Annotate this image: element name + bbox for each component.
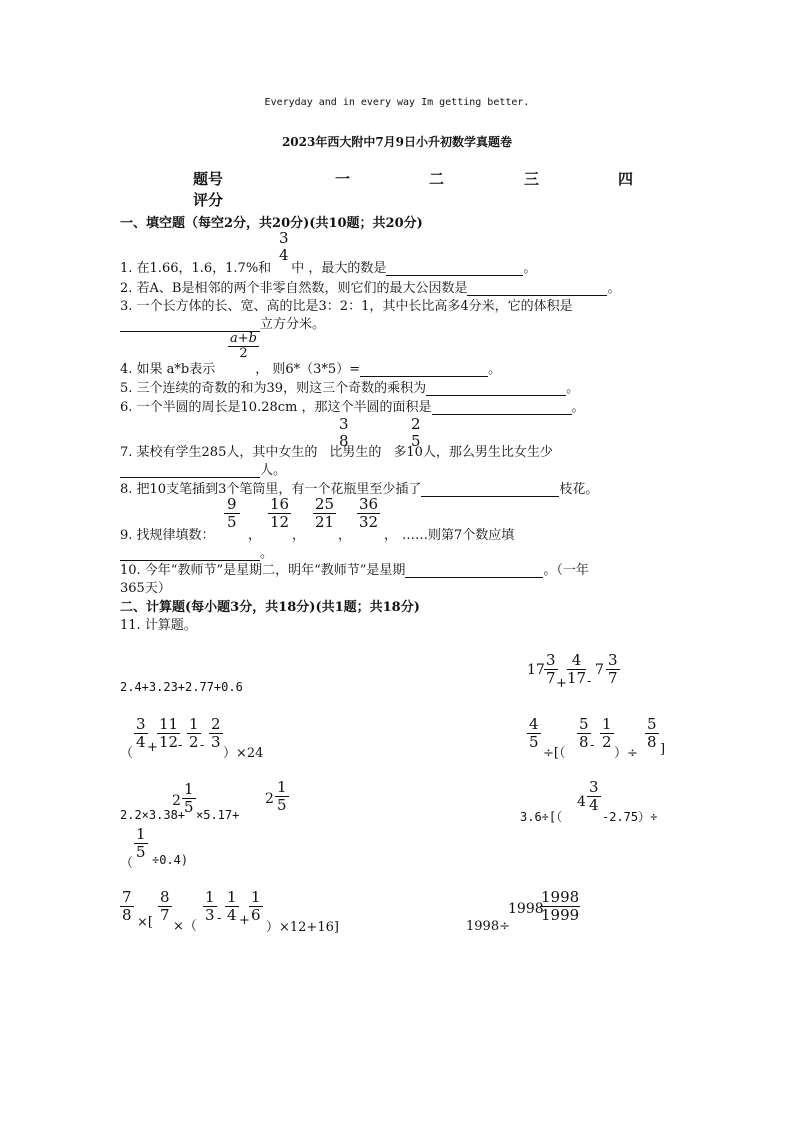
score-table-row-label: 题号: [193, 170, 224, 188]
q10-answer-blank[interactable]: [405, 563, 543, 578]
p7-frac5-num: 1: [251, 888, 261, 906]
p3-frac1-den: 4: [136, 732, 146, 751]
q9-tail: 。: [260, 546, 274, 561]
p7-frac2-num: 8: [160, 888, 170, 906]
p7-t2: ×（: [173, 919, 197, 934]
q5-answer-blank[interactable]: [426, 381, 566, 396]
p8-frac-den: 1999: [541, 905, 580, 924]
p4-frac3: [600, 716, 614, 750]
motto: Everyday and in every way Im getting better.: [264, 97, 530, 108]
p4-t2: ）÷: [614, 746, 638, 761]
q9-fraction-3: [313, 496, 336, 530]
p3-op2: -: [178, 738, 183, 753]
q10-end: 。（一年: [543, 563, 589, 578]
p7-frac1-den: 8: [122, 905, 132, 924]
p5-t1: 2.2×3.38+: [120, 808, 186, 822]
p4-frac4: [645, 716, 659, 750]
q9-fraction-1: [224, 496, 240, 530]
q9-frac3-den: 21: [315, 512, 335, 531]
q2-end: 。: [607, 281, 621, 296]
q7-text-a: 7. 某校有学生285人，其中女生的: [120, 445, 318, 460]
q9-frac4-den: 32: [359, 512, 379, 531]
p4-t1: ÷[（: [543, 746, 566, 761]
p7-op2: +: [239, 913, 250, 928]
p7-frac3-num: 1: [205, 888, 215, 906]
p7-frac5-den: 6: [251, 905, 261, 924]
p7-frac4-num: 1: [227, 888, 237, 906]
p4-frac1-den: 5: [529, 732, 539, 751]
score-table-score-label: 评分: [193, 191, 224, 209]
q1-frac-num: 3: [279, 229, 289, 247]
q4-answer-blank[interactable]: [360, 362, 488, 377]
p8-frac: [540, 889, 580, 923]
q5-text: 5. 三个连续的奇数的和为39，则这三个奇数的乘积为: [120, 381, 427, 396]
p6-frac-num: 3: [589, 778, 599, 796]
q5: [120, 377, 579, 396]
p5-frac3: [134, 826, 148, 860]
q10-text: 10. 今年“教师节”是星期二，明年“教师节”是星期: [120, 563, 406, 578]
q1-frac-den: 4: [279, 245, 289, 264]
q7-frac2-num: 2: [411, 415, 421, 433]
p5-frac2-den: 5: [277, 795, 287, 814]
p3-op1: +: [147, 740, 158, 755]
q1-end: 。: [523, 261, 537, 276]
p3-op3: -: [200, 738, 205, 753]
score-table-col-4: 四: [618, 170, 634, 188]
p4-frac1: [527, 716, 541, 750]
q4: [120, 358, 501, 377]
q9-text-a: 9. 找规律填数：: [120, 528, 215, 543]
p7-t3: ）×12+16]: [266, 920, 339, 935]
p2-frac3-num: 3: [608, 651, 618, 669]
p6-frac: [587, 779, 601, 813]
q7-tail: 人。: [260, 463, 287, 478]
q7-frac1-den: 8: [339, 431, 349, 450]
q8-text: 8. 把10支笔插到3个笔筒里，有一个花瓶里至少插了: [120, 482, 422, 497]
p4-frac3-den: 2: [602, 732, 612, 751]
p7-frac4: [225, 889, 239, 923]
p2-frac3: [606, 652, 620, 686]
p4-frac1-num: 4: [529, 715, 539, 733]
q10-line2: 365天）: [120, 581, 171, 596]
q8-answer-blank[interactable]: [421, 482, 559, 497]
q1-text-a: 1. 在1.66，1.6，1.7%和: [120, 261, 272, 276]
score-table-col-3: 三: [524, 170, 540, 188]
q2-answer-blank[interactable]: [467, 281, 607, 296]
p3-frac3: [187, 716, 201, 750]
p2-frac3-den: 7: [608, 668, 618, 687]
p6-whole: 4: [577, 794, 586, 810]
q9-fraction-2: [268, 496, 291, 530]
q9-fraction-4: [357, 496, 380, 530]
p7-op1: -: [217, 911, 222, 926]
q6-text: 6. 一个半圆的周长是10.28cm ，那这个半圆的面积是: [120, 400, 432, 415]
p3-frac4: [209, 716, 223, 750]
p2-whole1: 17: [527, 662, 545, 678]
score-table-col-1: 一: [335, 170, 351, 188]
q9-frac1-den: 5: [227, 512, 237, 531]
q7-line2: [120, 459, 286, 478]
p6-frac-den: 4: [589, 795, 599, 814]
q7: [120, 441, 553, 460]
q1-answer-blank[interactable]: [386, 261, 523, 276]
q3-line2: [120, 313, 325, 332]
q6: [120, 396, 585, 415]
q9-sep-2: ，: [292, 528, 306, 543]
p2-frac2-num: 4: [567, 652, 586, 670]
p4-frac3-num: 1: [602, 715, 612, 733]
p7-frac1: [120, 889, 134, 923]
p2-frac1-num: 3: [546, 651, 556, 669]
p4-frac2-num: 5: [579, 715, 589, 733]
q2: [120, 277, 621, 296]
p7-frac5: [249, 889, 263, 923]
q1: [120, 257, 536, 276]
p4-t3: ]: [660, 742, 666, 757]
p3-frac2-den: 12: [159, 732, 179, 751]
p2-op1: +: [556, 676, 567, 691]
section2-heading: 二、计算题(每小题3分，共18分)(共1题；共18分): [120, 600, 420, 615]
q4-text-b: ， 则6*（3*5）=: [255, 362, 361, 377]
section1-heading: 一、填空题（每空2分，共20分)(共10题；共20分): [120, 216, 423, 231]
q7-frac1-num: 3: [339, 415, 349, 433]
p8-t1: 1998÷: [466, 919, 510, 934]
p5-frac2-num: 1: [277, 778, 287, 796]
q9-frac4-num: 36: [359, 495, 379, 513]
q9-sep-4: ，: [384, 528, 398, 543]
q9-sep-1: ，: [248, 528, 262, 543]
p2-frac1-den: 7: [546, 668, 556, 687]
q9-frac1-num: 9: [224, 496, 240, 514]
p4-frac4-den: 8: [647, 732, 657, 751]
p4-frac2-den: 8: [579, 732, 589, 751]
q7-text-c: 多10人，那么男生比女生少: [393, 445, 553, 460]
p8-whole: 1998: [508, 901, 544, 917]
p8-frac-num: 1998: [541, 888, 580, 906]
p4-frac4-num: 5: [647, 715, 657, 733]
exam-title: 2023年西大附中7月9日小升初数学真题卷: [281, 135, 513, 149]
p5-frac1-den: 5: [184, 797, 194, 816]
p3-open: （: [120, 746, 134, 761]
p7-frac3: [203, 889, 217, 923]
q9-frac3-num: 25: [315, 495, 335, 513]
p2-frac2: [567, 652, 586, 686]
q9-text-b: ……则第7个数应填: [402, 528, 515, 543]
calc-problem-1: 2.4+3.23+2.77+0.6: [120, 680, 243, 694]
p2-op2: -: [587, 674, 592, 689]
p5-frac3-num: 1: [136, 825, 146, 843]
p6-t2: -2.75）÷: [602, 810, 658, 824]
q4-frac-den: 2: [239, 346, 248, 362]
q3-answer-blank[interactable]: [120, 317, 260, 332]
q4-frac-num: a+b: [230, 331, 257, 346]
q9-frac2-den: 12: [270, 512, 290, 531]
q8-end: 枝花。: [559, 482, 599, 497]
p6-t1: 3.6÷[（: [520, 810, 563, 824]
q10: [120, 559, 589, 578]
p5-frac3-den: 5: [136, 842, 146, 861]
q4-end: 。: [488, 362, 502, 377]
q6-end: 。: [571, 400, 585, 415]
p3-frac1: [134, 716, 148, 750]
p2-whole2: 7: [595, 662, 604, 678]
p5-frac2: [275, 779, 289, 813]
p2-frac2-den: 17: [567, 668, 587, 687]
q3: 3. 一个长方体的长、宽、高的比是3：2：1，其中长比高多4分米，它的体积是: [120, 299, 573, 314]
q7-text-b: 比男生的: [329, 445, 382, 460]
p7-frac3-den: 3: [205, 905, 215, 924]
p7-t1: ×[: [137, 915, 153, 930]
p3-frac2-num: 11: [159, 715, 179, 733]
q9-frac2-num: 16: [270, 495, 290, 513]
p3-frac4-num: 2: [211, 715, 221, 733]
p3-frac2: [157, 716, 180, 750]
p5-frac1-num: 1: [184, 780, 194, 798]
p5-t2: ×5.17+: [196, 808, 240, 822]
p5-whole2: 2: [265, 791, 274, 807]
p7-frac4-den: 4: [227, 905, 237, 924]
p3-frac3-den: 2: [189, 732, 199, 751]
p7-frac2-den: 7: [160, 905, 170, 924]
q7-frac2-den: 5: [411, 431, 421, 450]
p5-t3: （: [120, 856, 134, 871]
p5-frac1: [182, 781, 196, 815]
p4-op: -: [590, 738, 595, 753]
q11-label: 11. 计算题。: [120, 618, 197, 633]
p5-t4: ÷0.4): [152, 853, 189, 867]
q5-end: 。: [566, 381, 580, 396]
q2-text: 2. 若A、B是相邻的两个非零自然数，则它们的最大公因数是: [120, 281, 468, 296]
q7-answer-blank[interactable]: [120, 463, 260, 478]
q3-tail: 立方分米。: [260, 317, 326, 332]
p3-frac3-num: 1: [189, 715, 199, 733]
q9-sep-3: ，: [338, 528, 352, 543]
p7-frac2: [158, 889, 172, 923]
p3-frac4-den: 3: [211, 732, 221, 751]
p7-frac1-num: 7: [122, 888, 132, 906]
p3-frac1-num: 3: [136, 715, 146, 733]
p3-close: ）×24: [223, 746, 264, 761]
q1-text-b: 中 ，最大的数是: [291, 261, 387, 276]
p4-frac2: [577, 716, 591, 750]
q6-answer-blank[interactable]: [432, 400, 572, 415]
score-table-col-2: 二: [429, 170, 445, 188]
q4-text-a: 4. 如果 a*b表示: [120, 362, 216, 377]
p5-whole1: 2: [172, 793, 181, 809]
